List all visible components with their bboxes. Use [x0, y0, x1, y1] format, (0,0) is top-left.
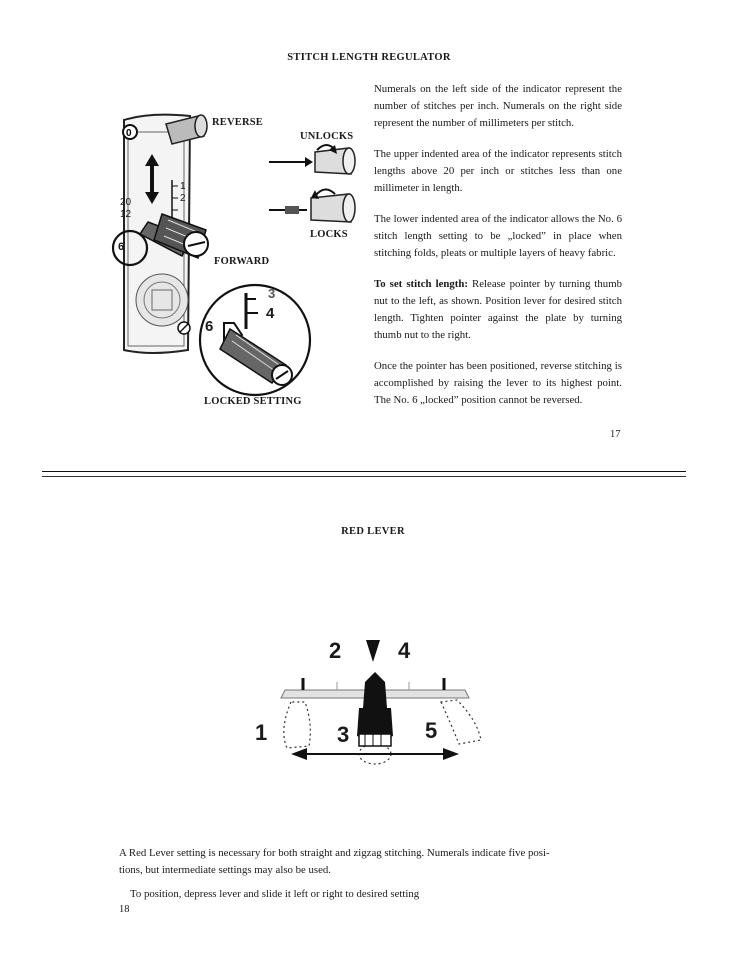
red-lever-body-line-3: To position, depress lever and slide it left or right to desired setting	[130, 888, 420, 900]
svg-text:0: 0	[126, 128, 132, 139]
position-numeral-4: 4	[398, 638, 411, 663]
stitch-length-text-column	[374, 81, 622, 423]
page-divider	[42, 471, 686, 472]
scale-numeral-2: 2	[180, 193, 186, 204]
red-lever-body-line-2: tions, but intermediate settings may also be used.	[119, 864, 331, 876]
position-numeral-2: 2	[329, 638, 342, 663]
inset-numeral-4: 4	[266, 305, 275, 322]
label-locked-setting: LOCKED SETTING	[204, 396, 302, 407]
paragraph-numerals: Numerals on the left side of the indicator represent the number of stitches per inch. Numerals on the right side represent the number of millimeters per stitch.	[374, 83, 622, 129]
scale-numeral-12: 12	[120, 209, 132, 220]
page-number-17: 17	[610, 429, 621, 440]
label-forward: FORWARD	[214, 256, 270, 267]
red-lever-diagram	[255, 668, 495, 778]
paragraph-reverse: Once the pointer has been positioned, reverse stitching is accomplished by raising the lever to its highest point. The No. 6 „locked” position cannot be reversed.	[374, 360, 622, 406]
inset-numeral-3: 3	[268, 286, 276, 301]
position-numeral-1: 1	[255, 720, 268, 745]
scale-numeral-20: 20	[120, 197, 132, 208]
paragraph-upper-area: The upper indented area of the indicator represents stitch lengths above 20 per inch or stitches less than one millimeter in length.	[374, 148, 622, 194]
label-reverse: REVERSE	[212, 117, 263, 128]
label-unlocks: UNLOCKS	[300, 131, 354, 142]
scale-numeral-1: 1	[180, 181, 186, 192]
red-lever-body-line-1: A Red Lever setting is necessary for both straight and zigzag stitching. Numerals indicate five posi-	[119, 847, 550, 859]
thumb-nut-unlock-lock-diagram	[265, 142, 360, 232]
page-title-red-lever: RED LEVER	[341, 526, 405, 537]
position-numeral-5: 5	[425, 718, 438, 743]
position-numeral-3: 3	[337, 722, 350, 747]
paragraph-lower-area: The lower indented area of the indicator allows the No. 6 stitch length setting to be „locked” in place when stitching folds, pleats or multiple layers of heavy fabric.	[374, 213, 622, 259]
set-stitch-length-body: Release pointer by turning thumb nut to the left, as shown. Position lever for desired stitch length. Tighten pointer against the plate by turning thumb nut to the right.	[374, 278, 622, 341]
page-divider-lower	[42, 476, 686, 477]
scale-numeral-6: 6	[118, 241, 125, 253]
locked-setting-inset	[198, 283, 312, 397]
label-locks: LOCKS	[310, 229, 348, 240]
page-title-stitch-length: STITCH LENGTH REGULATOR	[287, 52, 451, 63]
pointer-arrow-icon	[366, 640, 380, 662]
set-stitch-length-heading: To set stitch length:	[374, 278, 468, 290]
page-number-18: 18	[119, 904, 130, 915]
paragraph-set-stitch-length	[374, 276, 622, 344]
inset-numeral-6: 6	[205, 318, 214, 335]
